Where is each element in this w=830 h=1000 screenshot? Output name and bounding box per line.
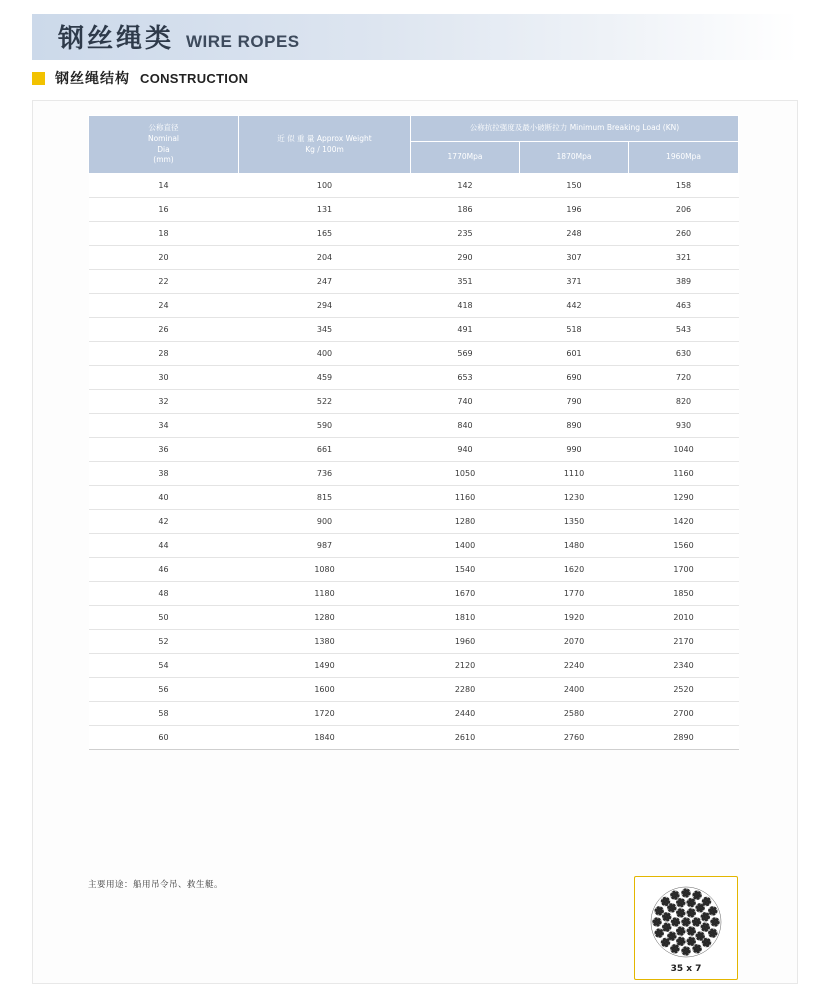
cell-nominal-dia: 54 [89,654,239,678]
cell-breaking-1960: 1040 [629,438,739,462]
cell-breaking-1770: 1050 [411,462,520,486]
cell-breaking-1960: 2340 [629,654,739,678]
cell-nominal-dia: 30 [89,366,239,390]
cell-nominal-dia: 16 [89,198,239,222]
cell-approx-weight: 131 [239,198,411,222]
cell-breaking-1870: 196 [520,198,629,222]
cell-breaking-1770: 1540 [411,558,520,582]
cell-breaking-1960: 930 [629,414,739,438]
table-row [89,270,739,294]
spec-table-head [89,116,739,174]
col-header-approx-weight-main: 近 似 重 量 Approx Weight [277,133,372,143]
spec-table-body [89,174,739,750]
col-header-1770mpa: 1770Mpa [411,142,520,174]
cell-nominal-dia: 52 [89,630,239,654]
cell-breaking-1960: 2010 [629,606,739,630]
cell-approx-weight: 247 [239,270,411,294]
cell-approx-weight: 590 [239,414,411,438]
section-heading-en: CONSTRUCTION [140,70,249,86]
section-heading-cn: 钢丝绳结构 [55,71,130,87]
table-row [89,654,739,678]
yellow-square-icon [32,72,45,85]
cell-approx-weight: 987 [239,534,411,558]
cell-breaking-1960: 1420 [629,510,739,534]
col-header-1870mpa: 1870Mpa [520,142,629,174]
rope-cross-section-box [634,876,738,980]
cell-breaking-1770: 1160 [411,486,520,510]
cell-breaking-1960: 2890 [629,726,739,750]
cell-nominal-dia: 20 [89,246,239,270]
cell-nominal-dia: 60 [89,726,239,750]
cell-approx-weight: 815 [239,486,411,510]
cell-breaking-1870: 990 [520,438,629,462]
cell-approx-weight: 661 [239,438,411,462]
spec-table-wrapper [88,115,738,750]
table-row [89,222,739,246]
cell-breaking-1870: 1620 [520,558,629,582]
table-row [89,246,739,270]
cell-breaking-1870: 1110 [520,462,629,486]
table-row [89,534,739,558]
cell-breaking-1870: 1920 [520,606,629,630]
col-header-nominal-dia-unit: (mm) [153,155,174,165]
cell-breaking-1870: 2240 [520,654,629,678]
cell-breaking-1960: 321 [629,246,739,270]
cell-approx-weight: 165 [239,222,411,246]
table-header-row-1 [89,116,739,142]
cell-nominal-dia: 46 [89,558,239,582]
cell-breaking-1870: 1230 [520,486,629,510]
cell-nominal-dia: 44 [89,534,239,558]
cell-breaking-1770: 1810 [411,606,520,630]
cell-nominal-dia: 42 [89,510,239,534]
cell-breaking-1960: 1160 [629,462,739,486]
cell-breaking-1870: 442 [520,294,629,318]
col-header-nominal-dia [89,116,239,174]
cell-approx-weight: 204 [239,246,411,270]
cell-breaking-1960: 1290 [629,486,739,510]
cell-breaking-1960: 158 [629,174,739,198]
cell-breaking-1770: 2280 [411,678,520,702]
cell-nominal-dia: 36 [89,438,239,462]
cell-breaking-1870: 307 [520,246,629,270]
cell-approx-weight: 400 [239,342,411,366]
cell-breaking-1770: 290 [411,246,520,270]
cell-nominal-dia: 48 [89,582,239,606]
cell-breaking-1770: 418 [411,294,520,318]
cell-breaking-1960: 463 [629,294,739,318]
cell-breaking-1870: 2580 [520,702,629,726]
cell-breaking-1770: 1670 [411,582,520,606]
cell-nominal-dia: 28 [89,342,239,366]
cell-approx-weight: 900 [239,510,411,534]
table-row [89,438,739,462]
cell-breaking-1770: 351 [411,270,520,294]
cell-nominal-dia: 26 [89,318,239,342]
cell-approx-weight: 459 [239,366,411,390]
cell-breaking-1870: 2760 [520,726,629,750]
cell-breaking-1770: 840 [411,414,520,438]
cell-breaking-1960: 260 [629,222,739,246]
cell-breaking-1770: 2610 [411,726,520,750]
cell-nominal-dia: 24 [89,294,239,318]
cell-breaking-1870: 248 [520,222,629,246]
spec-table [88,115,739,750]
cell-breaking-1770: 491 [411,318,520,342]
rope-construction-label: 35 x 7 [670,964,702,974]
usage-footnote: 主要用途：船用吊令吊、救生艇。 [88,880,224,890]
cell-breaking-1870: 790 [520,390,629,414]
cell-approx-weight: 1490 [239,654,411,678]
table-row [89,342,739,366]
col-header-breaking-load-group: 公称抗拉强度及最小破断拉力 Minimum Breaking Load (KN) [411,116,739,142]
section-heading [32,68,248,88]
cell-breaking-1770: 740 [411,390,520,414]
cell-approx-weight: 1180 [239,582,411,606]
col-header-1960mpa: 1960Mpa [629,142,739,174]
cell-breaking-1770: 1280 [411,510,520,534]
table-row [89,702,739,726]
cell-nominal-dia: 22 [89,270,239,294]
cell-breaking-1870: 518 [520,318,629,342]
cell-breaking-1960: 1850 [629,582,739,606]
cell-breaking-1770: 1400 [411,534,520,558]
col-header-nominal-dia-cn: 公称直径 [148,122,179,132]
cell-approx-weight: 100 [239,174,411,198]
cell-breaking-1960: 543 [629,318,739,342]
cell-breaking-1870: 1350 [520,510,629,534]
cell-approx-weight: 1600 [239,678,411,702]
table-row [89,414,739,438]
col-header-approx-weight [239,116,411,174]
table-row [89,510,739,534]
cell-breaking-1960: 1560 [629,534,739,558]
cell-nominal-dia: 14 [89,174,239,198]
cell-approx-weight: 1080 [239,558,411,582]
cell-breaking-1770: 142 [411,174,520,198]
cell-breaking-1960: 630 [629,342,739,366]
cell-breaking-1870: 150 [520,174,629,198]
rope-cross-section-icon [643,883,729,961]
table-row [89,606,739,630]
cell-breaking-1960: 1700 [629,558,739,582]
cell-nominal-dia: 40 [89,486,239,510]
col-header-nominal-dia-en2: Dia [157,144,170,154]
cell-approx-weight: 736 [239,462,411,486]
cell-breaking-1870: 2070 [520,630,629,654]
cell-breaking-1960: 820 [629,390,739,414]
cell-approx-weight: 294 [239,294,411,318]
cell-breaking-1770: 2120 [411,654,520,678]
table-row [89,390,739,414]
cell-approx-weight: 1840 [239,726,411,750]
cell-breaking-1960: 2700 [629,702,739,726]
cell-breaking-1960: 389 [629,270,739,294]
cell-breaking-1870: 690 [520,366,629,390]
col-header-approx-weight-unit: Kg / 100m [305,144,344,154]
cell-breaking-1870: 2400 [520,678,629,702]
cell-nominal-dia: 50 [89,606,239,630]
cell-approx-weight: 1720 [239,702,411,726]
table-row [89,558,739,582]
cell-breaking-1870: 601 [520,342,629,366]
table-row [89,174,739,198]
table-row [89,462,739,486]
table-row [89,630,739,654]
table-row [89,582,739,606]
cell-breaking-1960: 720 [629,366,739,390]
cell-nominal-dia: 18 [89,222,239,246]
cell-breaking-1960: 2520 [629,678,739,702]
cell-breaking-1870: 1480 [520,534,629,558]
cell-breaking-1770: 235 [411,222,520,246]
cell-breaking-1960: 206 [629,198,739,222]
cell-nominal-dia: 58 [89,702,239,726]
cell-breaking-1770: 653 [411,366,520,390]
cell-breaking-1870: 371 [520,270,629,294]
table-row [89,198,739,222]
cell-breaking-1770: 1960 [411,630,520,654]
table-row [89,726,739,750]
cell-approx-weight: 1280 [239,606,411,630]
cell-breaking-1870: 1770 [520,582,629,606]
page-title-en: WIRE ROPES [186,32,300,51]
table-row [89,366,739,390]
cell-nominal-dia: 38 [89,462,239,486]
cell-approx-weight: 522 [239,390,411,414]
cell-breaking-1870: 890 [520,414,629,438]
cell-breaking-1770: 940 [411,438,520,462]
cell-breaking-1770: 186 [411,198,520,222]
cell-breaking-1770: 569 [411,342,520,366]
cell-nominal-dia: 34 [89,414,239,438]
table-row [89,486,739,510]
cell-breaking-1960: 2170 [629,630,739,654]
cell-breaking-1770: 2440 [411,702,520,726]
table-row [89,678,739,702]
cell-approx-weight: 345 [239,318,411,342]
table-row [89,294,739,318]
page-header [58,18,300,55]
page-title-cn: 钢丝绳类 [58,24,175,54]
cell-approx-weight: 1380 [239,630,411,654]
cell-nominal-dia: 32 [89,390,239,414]
cell-nominal-dia: 56 [89,678,239,702]
col-header-nominal-dia-en: Nominal [147,133,180,143]
table-row [89,318,739,342]
